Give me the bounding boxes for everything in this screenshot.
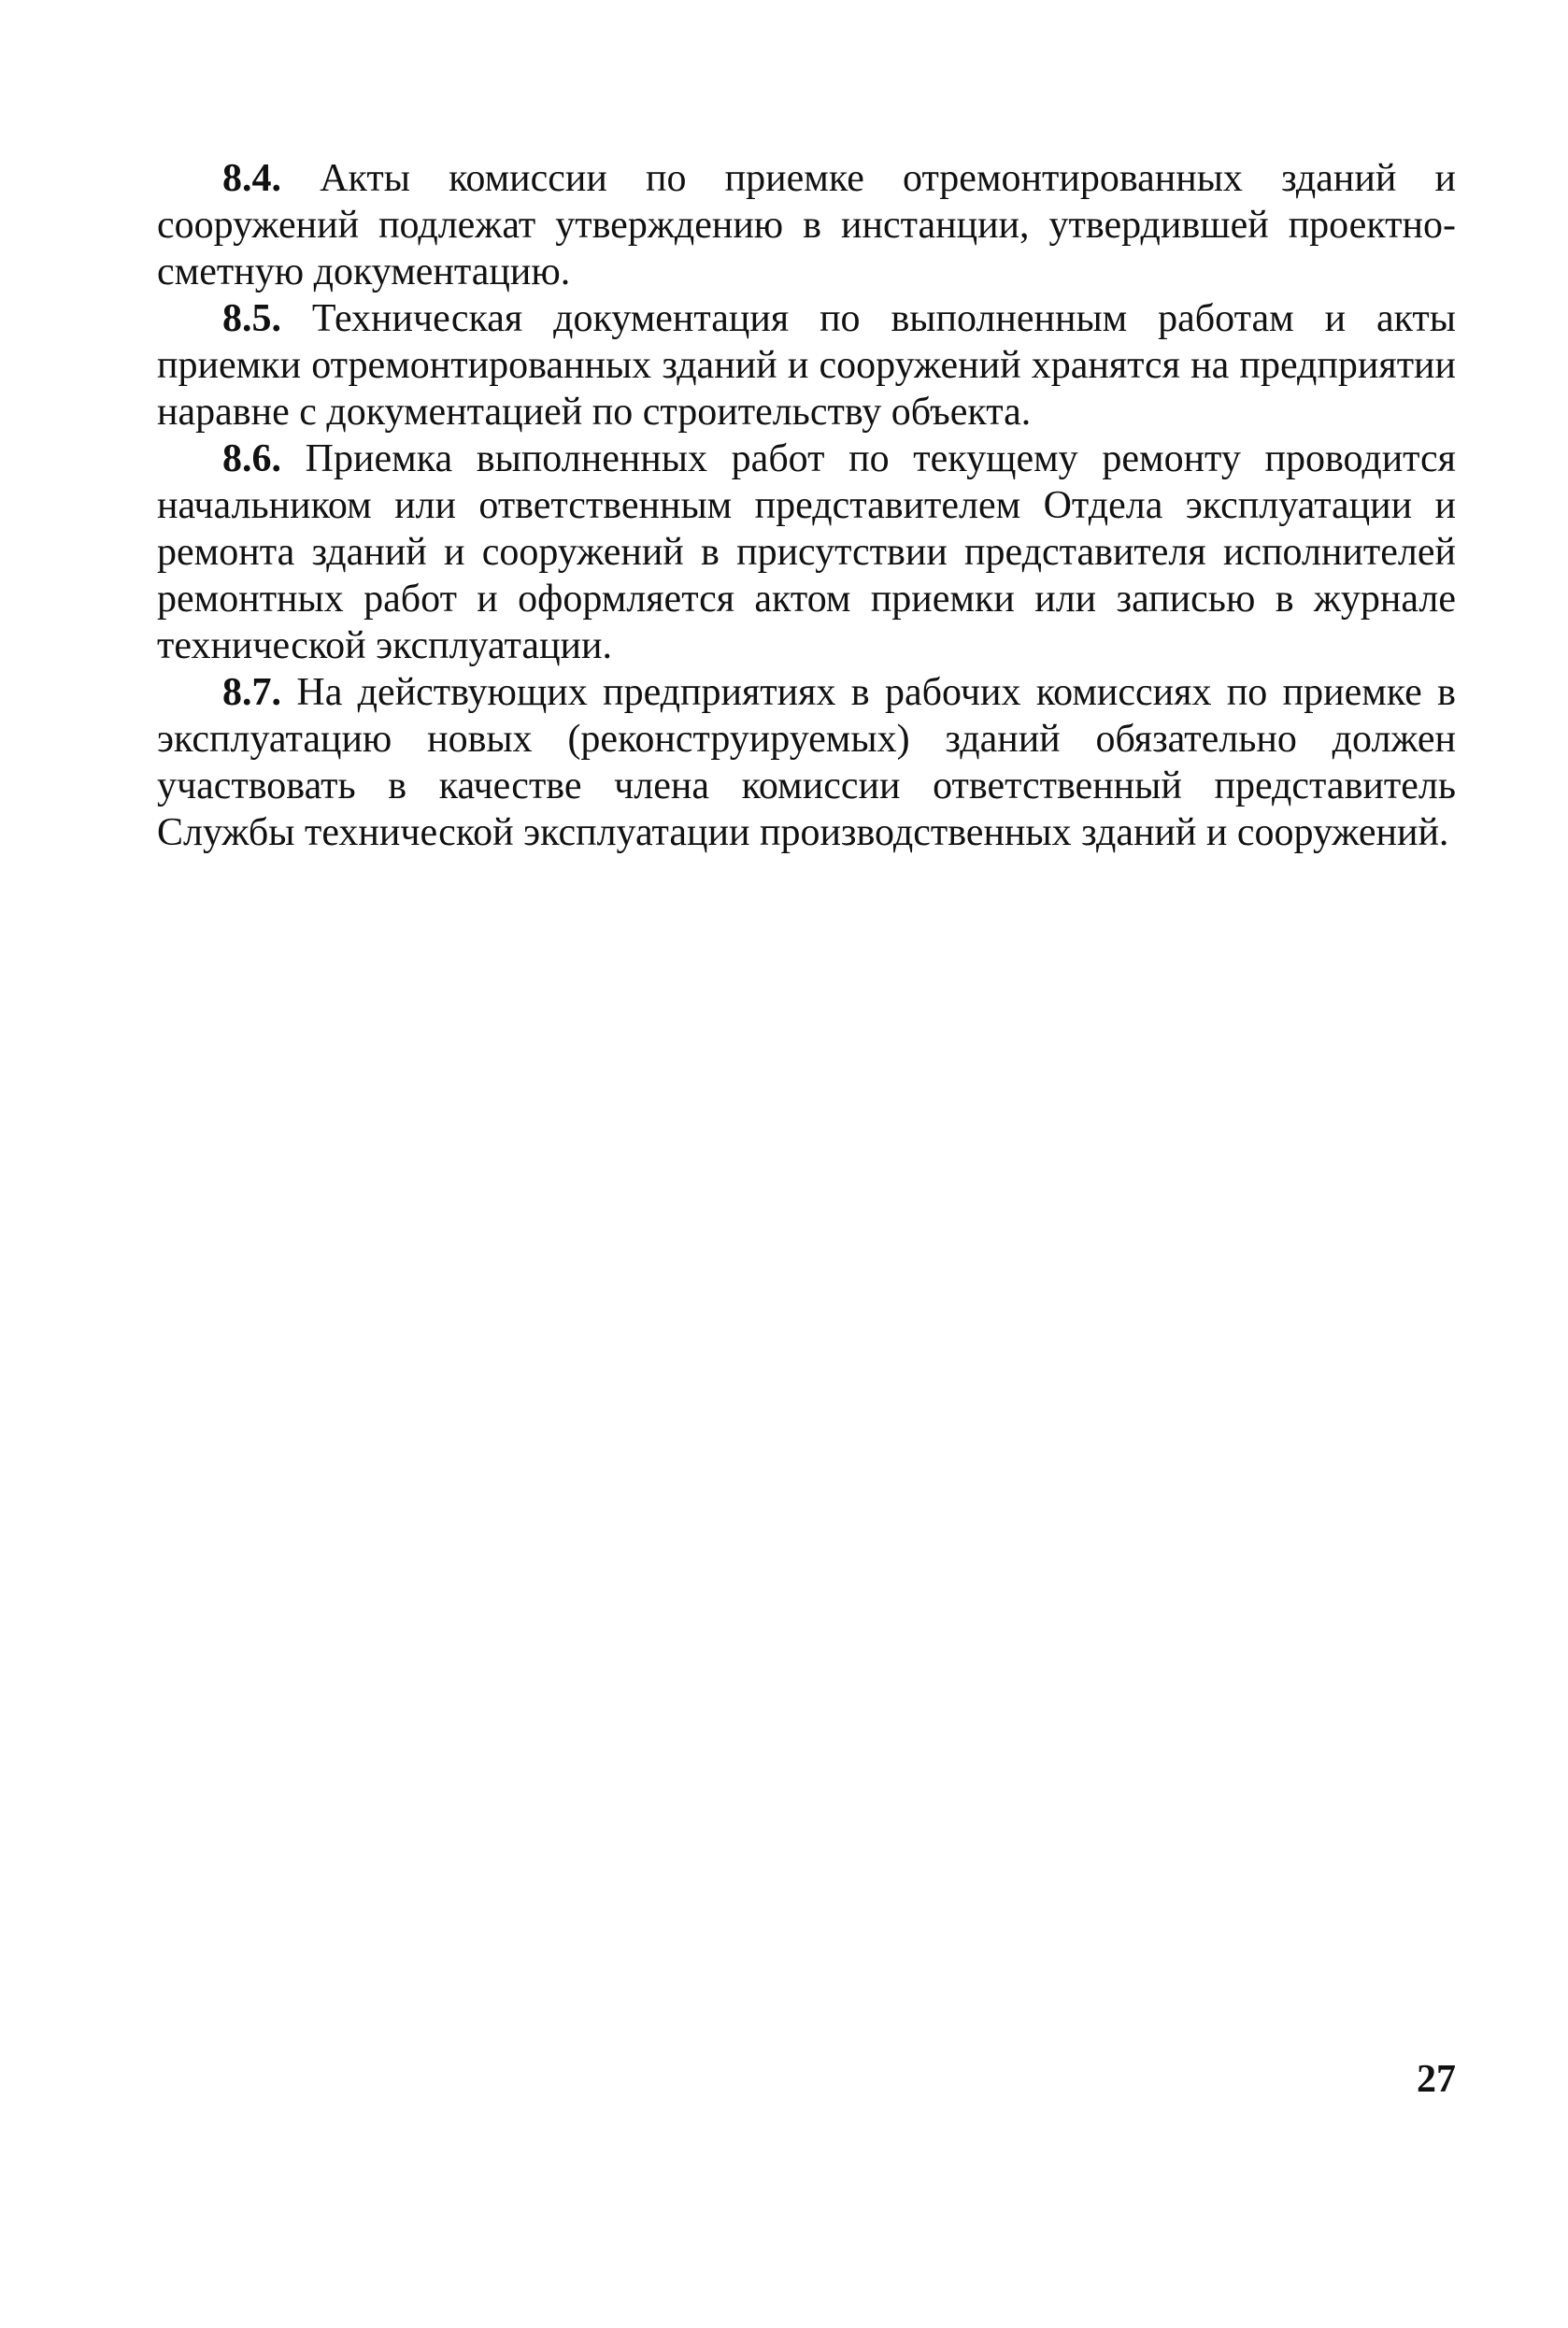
paragraph-text: Приемка выполненных работ по текущему ремонту проводится начальником или ответственным представителем Отдела эксплуатации и ремонта зданий и сооружений в присутствии представителя исполнителей ремонтных работ и оформляется актом приемки или записью в журнале технической эксплуатации. — [157, 437, 1456, 667]
paragraph-8-6 — [157, 436, 1456, 669]
paragraph-8-5 — [157, 295, 1456, 436]
body-text — [157, 155, 1456, 856]
paragraph-number: 8.6. — [222, 437, 281, 480]
paragraph-text: Техническая документация по выполненным работам и акты приемки отремонтированных зданий и сооружений хранятся на предприятии наравне с документацией по строительству объекта. — [157, 297, 1457, 434]
paragraph-text: Акты комиссии по приемке отремонтированных зданий и сооружений подлежат утверждению в инстанции, утвердившей проектно-сметную документацию. — [157, 157, 1457, 293]
paragraph-number: 8.7. — [222, 671, 281, 714]
paragraph-number: 8.4. — [222, 157, 281, 200]
paragraph-number: 8.5. — [222, 297, 281, 340]
page-number: 27 — [1417, 2058, 1456, 2101]
paragraph-text: На действующих предприятиях в рабочих комиссиях по приемке в эксплуатацию новых (реконструируемых) зданий обязательно должен участвовать в качестве члена комиссии ответственный представитель Службы технической эксплуатации производственных зданий и сооружений. — [157, 671, 1457, 854]
paragraph-8-7 — [157, 669, 1456, 856]
paragraph-8-4 — [157, 155, 1456, 295]
